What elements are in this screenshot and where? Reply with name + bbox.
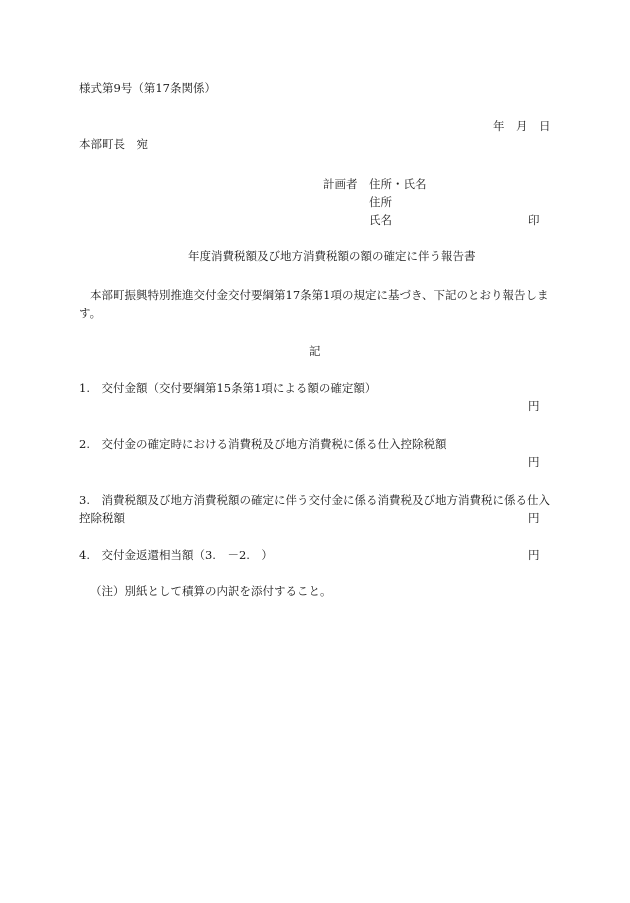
planner-name-label: 氏名 [369, 213, 392, 227]
planner-address-label: 住所 [369, 195, 392, 209]
planner-address-name-label: 住所・氏名 [369, 177, 427, 191]
date-line: 年 月 日 [493, 119, 551, 133]
seal-mark: 印 [528, 213, 540, 227]
planner-label: 計画者 [323, 177, 358, 191]
addressee: 本部町長 宛 [79, 137, 148, 151]
form-number: 様式第9号（第17条関係） [79, 81, 216, 95]
item-1-yen: 円 [528, 399, 540, 413]
intro-line-1: 本部町振興特別推進交付金交付要綱第17条第1項の規定に基づき、下記のとおり報告しま [90, 288, 549, 302]
item-3: 3. 消費税額及び地方消費税額の確定に伴う交付金に係る消費税及び地方消費税に係る仕入 [79, 493, 550, 507]
document-title: 年度消費税額及び地方消費税額の額の確定に伴う報告書 [188, 249, 476, 263]
item-4: 4. 交付金返還相当額（3. －2. ） [79, 548, 273, 562]
item-2-yen: 円 [528, 455, 540, 469]
item-3-continuation: 控除税額 [79, 511, 125, 525]
item-1: 1. 交付金額（交付要綱第15条第1項による額の確定額） [79, 381, 377, 395]
note: （注）別紙として積算の内訳を添付すること。 [90, 584, 332, 598]
item-2: 2. 交付金の確定時における消費税及び地方消費税に係る仕入控除税額 [79, 437, 447, 451]
ki-heading: 記 [309, 344, 321, 358]
item-3-yen: 円 [528, 511, 540, 525]
item-4-yen: 円 [528, 548, 540, 562]
intro-line-2: す。 [79, 306, 102, 320]
